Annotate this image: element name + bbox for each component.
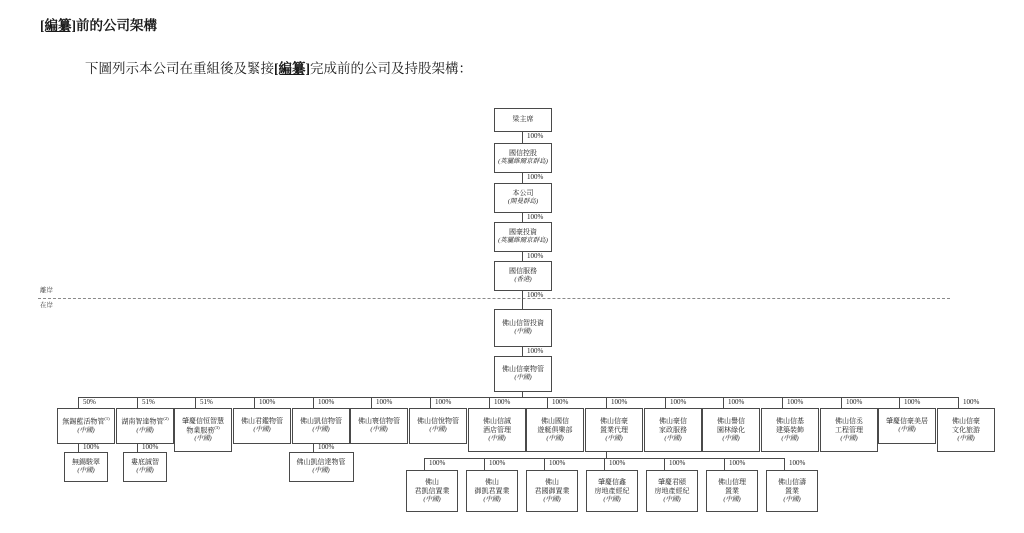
company-name: 置業 xyxy=(785,486,799,495)
region-label: (中國) xyxy=(603,496,621,504)
region-label: (中國) xyxy=(312,426,330,434)
connector-line xyxy=(195,397,196,408)
onshore-label: 在岸 xyxy=(40,302,53,309)
percent-label: 100% xyxy=(318,398,335,406)
company-name: 佛山信基 xyxy=(776,416,804,425)
region-label: (英屬維爾京群島) xyxy=(498,158,548,166)
company-name: 佛山信智投資 xyxy=(502,319,544,328)
company-name: 置業 xyxy=(725,486,739,495)
percent-label: 100% xyxy=(787,398,804,406)
percent-label: 100% xyxy=(669,459,686,467)
chain-company-box xyxy=(494,261,552,291)
region-label: (中國) xyxy=(840,435,858,443)
sub-subsidiary-box xyxy=(646,470,698,512)
chain-company-box xyxy=(494,222,552,252)
connector-line xyxy=(424,458,425,470)
sub-subsidiary-box xyxy=(406,470,458,512)
offshore-onshore-divider xyxy=(38,298,950,299)
chain-company-box xyxy=(494,108,552,132)
region-label: (中國) xyxy=(253,426,271,434)
connector-line xyxy=(522,291,523,309)
percent-label: 100% xyxy=(609,459,626,467)
connector-line xyxy=(544,458,545,470)
company-name: 佛山豪信 xyxy=(659,416,687,425)
company-name: 肇慶君頤 xyxy=(658,477,686,486)
company-name: 佛山君鑑物管 xyxy=(241,417,283,426)
subsidiary-box xyxy=(233,408,291,444)
percent-label: 100% xyxy=(83,443,100,451)
company-name: 肇慶信豪美居 xyxy=(886,417,928,426)
region-label: (中國) xyxy=(136,467,154,475)
connector-line xyxy=(313,444,314,452)
subsidiary-box xyxy=(878,408,936,444)
note-superscript: (3) xyxy=(214,424,220,430)
sub-subsidiary-box xyxy=(526,470,578,512)
region-label: (中國) xyxy=(136,426,154,434)
connector-line xyxy=(489,397,490,408)
company-name: 國信服務 xyxy=(509,267,537,276)
subsidiary-box xyxy=(585,408,643,452)
percent-label: 100% xyxy=(489,459,506,467)
subsidiary-box xyxy=(644,408,702,452)
percent-label: 100% xyxy=(527,132,544,140)
company-name: 御凱君置業 xyxy=(474,486,510,495)
percent-label: 100% xyxy=(789,459,806,467)
region-label: (中國) xyxy=(722,435,740,443)
company-name: 無錫駿翠 xyxy=(72,458,100,467)
connector-line xyxy=(78,397,79,408)
company-name: 梁主席 xyxy=(512,115,534,124)
sub-subsidiary-box xyxy=(706,470,758,512)
company-name: 房地產經紀 xyxy=(594,486,630,495)
company-name: 湖南智達物管$^{(2)}$ xyxy=(121,416,169,426)
region-label: (英屬維爾京群島) xyxy=(498,237,548,245)
company-name: 婁底誠智 xyxy=(131,458,159,467)
chain-company-box xyxy=(494,143,552,173)
region-label: (開曼群島) xyxy=(507,198,539,206)
region-label: (中國) xyxy=(483,496,501,504)
subsidiary-box xyxy=(702,408,760,452)
connector-line xyxy=(724,458,725,470)
percent-label: 100% xyxy=(376,398,393,406)
sub-subsidiary-box xyxy=(466,470,518,512)
connector-line xyxy=(522,252,523,261)
connector-line xyxy=(841,397,842,408)
region-label: (中國) xyxy=(723,496,741,504)
company-name: 置業代理 xyxy=(600,425,628,434)
company-name: 肇慶信恒智慧 xyxy=(182,416,224,425)
percent-label: 100% xyxy=(527,213,544,221)
subsidiary-box xyxy=(116,408,174,444)
company-name: 佛山國信 xyxy=(541,416,569,425)
percent-label: 51% xyxy=(142,398,155,406)
company-name: 佛山信理 xyxy=(718,477,746,486)
connector-line xyxy=(522,347,523,356)
company-name: 家政服務 xyxy=(659,425,687,434)
connector-line xyxy=(604,458,605,470)
connector-line xyxy=(371,397,372,408)
note-superscript: (1) xyxy=(104,416,110,422)
connector-line xyxy=(313,397,314,408)
company-name: 佛山信豪 xyxy=(600,416,628,425)
sub-subsidiary-box xyxy=(766,470,818,512)
company-name: 佛山 xyxy=(545,477,559,486)
region-label: (中國) xyxy=(957,435,975,443)
percent-label: 100% xyxy=(611,398,628,406)
company-name: 房地產經紀 xyxy=(654,486,690,495)
connector-line xyxy=(899,397,900,408)
subsidiary-box xyxy=(820,408,878,452)
connector-line xyxy=(254,397,255,408)
percent-label: 100% xyxy=(549,459,566,467)
percent-label: 100% xyxy=(729,459,746,467)
company-name: 佛山 xyxy=(485,477,499,486)
region-label: (中國) xyxy=(543,496,561,504)
connector-line xyxy=(430,397,431,408)
sub-subsidiary-box xyxy=(123,452,167,482)
percent-label: 100% xyxy=(318,443,335,451)
subsidiary-box xyxy=(174,408,232,452)
company-name: 佛山凱信達物管 xyxy=(296,458,346,467)
subsidiary-box xyxy=(761,408,819,452)
offshore-label: 離岸 xyxy=(40,287,53,294)
intro-redacted-marker: [編纂] xyxy=(274,61,310,76)
company-name: 君凱信置業 xyxy=(414,486,450,495)
region-label: (中國) xyxy=(783,496,801,504)
chain-company-box xyxy=(494,183,552,213)
company-name: 建築裝飾 xyxy=(776,425,804,434)
percent-label: 50% xyxy=(83,398,96,406)
company-name: 國信控股 xyxy=(509,149,537,158)
company-name: 佛山 xyxy=(425,477,439,486)
subsidiary-box xyxy=(937,408,995,452)
subsidiary-box xyxy=(526,408,584,452)
title-text: 前的公司架構 xyxy=(76,18,157,33)
region-label: (中國) xyxy=(423,496,441,504)
region-label: (中國) xyxy=(546,435,564,443)
percent-label: 100% xyxy=(846,398,863,406)
percent-label: 100% xyxy=(728,398,745,406)
percent-label: 100% xyxy=(552,398,569,406)
company-name: 佛山寰信物管 xyxy=(358,417,400,426)
region-label: (香港) xyxy=(514,276,532,284)
percent-label: 100% xyxy=(963,398,980,406)
region-label: (中國) xyxy=(488,435,506,443)
company-name: 佛山信誠 xyxy=(483,416,511,425)
connector-line xyxy=(782,397,783,408)
region-label: (中國) xyxy=(429,426,447,434)
percent-label: 100% xyxy=(527,252,544,260)
percent-label: 51% xyxy=(200,398,213,406)
region-label: (中國) xyxy=(77,467,95,475)
connector-line xyxy=(137,397,138,408)
company-name: 無錫藍活物管$^{(1)}$ xyxy=(62,416,110,426)
sub-subsidiary-box xyxy=(289,452,354,482)
region-label: (中國) xyxy=(514,328,532,336)
company-name: 佛山信悅物管 xyxy=(417,417,459,426)
connector-line xyxy=(606,397,607,408)
company-name: 酒店管理 xyxy=(483,425,511,434)
company-name: 佛山譽信 xyxy=(717,416,745,425)
company-name: 佛山信丞 xyxy=(835,416,863,425)
subsidiary-box xyxy=(409,408,467,444)
region-label: (中國) xyxy=(370,426,388,434)
region-label: (中國) xyxy=(781,435,799,443)
percent-label: 100% xyxy=(527,291,544,299)
sub-subsidiary-box xyxy=(64,452,108,482)
company-name: 文化旅游 xyxy=(952,425,980,434)
title-redacted-marker: [編纂] xyxy=(40,18,76,33)
percent-label: 100% xyxy=(527,173,544,181)
company-name: 本公司 xyxy=(512,189,534,198)
subsidiary-box xyxy=(468,408,526,452)
connector-line xyxy=(958,397,959,408)
note-superscript: (2) xyxy=(163,416,169,422)
connector-line xyxy=(784,458,785,470)
connector-line xyxy=(547,397,548,408)
percent-label: 100% xyxy=(429,459,446,467)
region-label: (中國) xyxy=(664,435,682,443)
company-name: 遊艇俱樂部 xyxy=(537,425,573,434)
connector-line xyxy=(723,397,724,408)
sub-subsidiary-box xyxy=(586,470,638,512)
company-name: 園林綠化 xyxy=(717,425,745,434)
subsidiary-box xyxy=(57,408,115,444)
connector-line xyxy=(484,458,485,470)
chain-company-box xyxy=(494,356,552,392)
percent-label: 100% xyxy=(142,443,159,451)
region-label: (中國) xyxy=(514,374,532,382)
subsidiary-box xyxy=(350,408,408,444)
percent-label: 100% xyxy=(527,347,544,355)
percent-label: 100% xyxy=(435,398,452,406)
company-name: 君國御置業 xyxy=(534,486,570,495)
region-label: (中國) xyxy=(194,435,212,443)
page-title xyxy=(40,14,157,34)
percent-label: 100% xyxy=(494,398,511,406)
region-label: (中國) xyxy=(77,426,95,434)
intro-text xyxy=(85,57,472,77)
intro-pre: 下圖列示本公司在重組後及緊接 xyxy=(85,61,274,76)
intro-post: 完成前的公司及持股架構： xyxy=(310,61,472,76)
company-name: 佛山凱信物管 xyxy=(300,417,342,426)
company-name: 物業服務$^{(3)}$ xyxy=(186,424,220,435)
region-label: (中國) xyxy=(663,496,681,504)
connector-line xyxy=(78,444,79,452)
chain-company-box xyxy=(494,309,552,347)
percent-label: 100% xyxy=(904,398,921,406)
company-name: 佛山信濤 xyxy=(778,477,806,486)
company-name: 工程管理 xyxy=(835,425,863,434)
company-name: 肇慶信鑫 xyxy=(598,477,626,486)
company-name: 佛山信豪物管 xyxy=(502,365,544,374)
connector-line xyxy=(664,458,665,470)
connector-line xyxy=(522,173,523,183)
company-name: 國豪投資 xyxy=(509,228,537,237)
region-label: (中國) xyxy=(605,435,623,443)
region-label: (中國) xyxy=(898,426,916,434)
percent-label: 100% xyxy=(259,398,276,406)
subsidiary-box xyxy=(292,408,350,444)
region-label: (中國) xyxy=(312,467,330,475)
connector-line xyxy=(137,444,138,452)
connector-line xyxy=(522,213,523,222)
connector-line xyxy=(665,397,666,408)
connector-line xyxy=(522,132,523,143)
company-name: 佛山信豪 xyxy=(952,416,980,425)
percent-label: 100% xyxy=(670,398,687,406)
